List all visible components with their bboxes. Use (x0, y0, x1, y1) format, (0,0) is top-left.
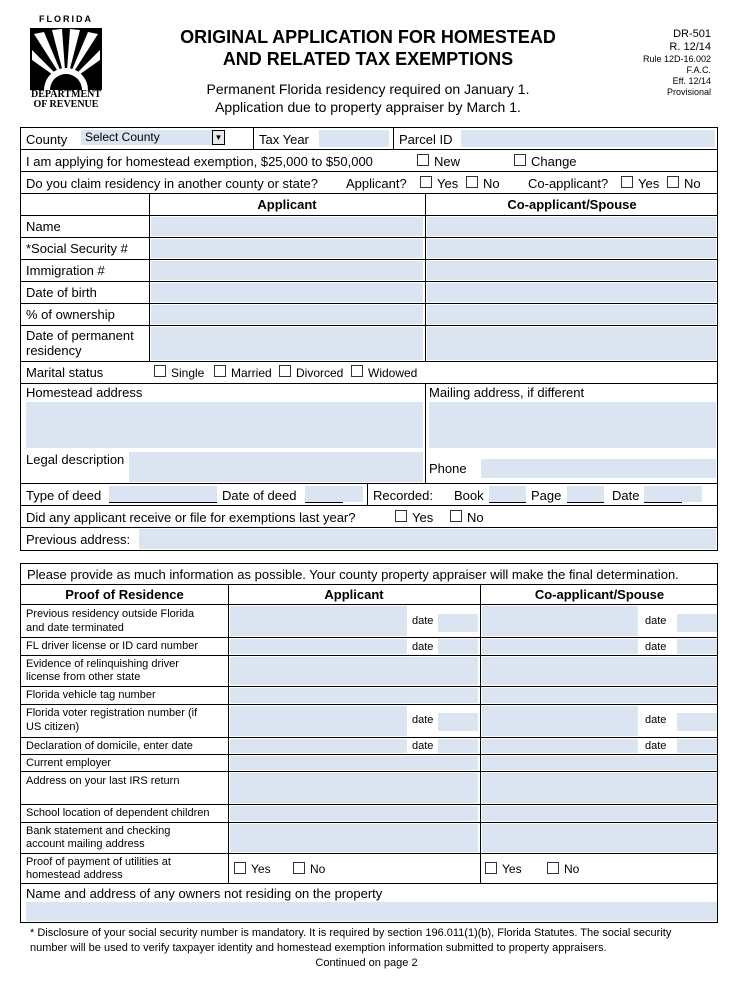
subtitle-line2: Application due to property appraiser by March 1. (215, 99, 521, 115)
coapplicant-employer-field[interactable] (482, 756, 717, 770)
date-of-deed-label: Date of deed (222, 488, 297, 503)
page-label: Page (531, 488, 562, 503)
coapplicant-utilities-no-checkbox[interactable] (547, 862, 559, 874)
coapplicant-dl-date-label: date (645, 641, 667, 653)
applicant-yes-label: Yes (437, 176, 459, 191)
logo-dept-line1: DEPARTMENT (30, 89, 102, 100)
parcel-id-label: Parcel ID (399, 132, 453, 147)
applicant-name-field[interactable] (151, 217, 423, 236)
form-provisional: Provisional (666, 87, 711, 97)
logo-dept-line2: OF REVENUE (33, 99, 99, 110)
legal-description-field[interactable] (129, 452, 423, 482)
coapplicant-voter-date-label: date (645, 714, 667, 726)
coapplicant-ownership-field[interactable] (427, 305, 716, 324)
new-checkbox[interactable] (417, 154, 429, 166)
coapplicant-bank-statement-field[interactable] (482, 824, 717, 852)
irs-address-label: Address on your last IRS return (26, 775, 180, 787)
prior-exemptions-no-label: No (467, 510, 484, 525)
applicant-no-label: No (483, 176, 500, 191)
coapplicant-dl-date-field[interactable] (677, 639, 717, 654)
book-label: Book (454, 488, 484, 503)
homestead-address-label: Homestead address (26, 385, 143, 400)
legal-description-label: Legal description (26, 452, 125, 467)
coapplicant-voter-registration-field[interactable] (482, 706, 638, 736)
name-label: Name (26, 219, 61, 234)
coapplicant-school-location-field[interactable] (482, 806, 717, 821)
coapplicant-vehicle-tag-field[interactable] (482, 688, 717, 703)
mailing-address-label: Mailing address, if different (429, 385, 585, 400)
date-of-deed-field[interactable] (305, 486, 363, 502)
school-location-label: School location of dependent children (26, 807, 210, 819)
coapplicant-perm-residency-field[interactable] (427, 327, 716, 360)
marital-status-label: Marital status (26, 365, 104, 380)
proof-of-residence-section (20, 563, 718, 923)
form-revision: R. 12/14 (669, 41, 711, 53)
form-rule: Rule 12D-16.002 (642, 54, 711, 64)
coapplicant-driver-license-field[interactable] (482, 639, 638, 654)
applicant-yes-checkbox[interactable] (420, 176, 432, 188)
proof-column-header: Proof of Residence (65, 587, 184, 602)
page-field[interactable] (567, 486, 604, 502)
page-title (150, 26, 586, 70)
type-of-deed-label: Type of deed (26, 488, 102, 503)
applicant-utilities-no-checkbox[interactable] (293, 862, 305, 874)
footnote-line1: * Disclosure of your social security number is mandatory. It is required by section 196.011(1)(b), Florida Statutes. The social security (30, 927, 672, 939)
coapplicant-prev-residency-date-label: date (645, 615, 667, 627)
prev-residency-label-1: Previous residency outside Florida (26, 608, 195, 620)
coapplicant-utilities-yes-label: Yes (502, 862, 522, 876)
immigration-label: Immigration # (26, 263, 105, 278)
previous-address-label: Previous address: (26, 532, 131, 547)
change-checkbox[interactable] (514, 154, 526, 166)
utilities-label-2: homestead address (26, 869, 123, 881)
applicant-utilities-yes-label: Yes (251, 862, 271, 876)
coapplicant-prev-residency-date-field[interactable] (677, 614, 717, 632)
florida-dor-logo (24, 14, 108, 114)
coapplicant-dob-field[interactable] (427, 283, 716, 302)
prior-exemptions-no-checkbox[interactable] (450, 510, 462, 522)
county-select-value: Select County (85, 130, 160, 144)
perm-residency-label-1: Date of permanent (26, 328, 134, 343)
married-checkbox[interactable] (214, 365, 226, 377)
relinquish-label-1: Evidence of relinquishing driver (26, 658, 179, 670)
widowed-label: Widowed (368, 366, 418, 380)
applicant-vehicle-tag-field[interactable] (230, 688, 478, 703)
applicant-no-checkbox[interactable] (466, 176, 478, 188)
applicant-domicile-date-field[interactable] (438, 739, 478, 753)
applicant-bank-statement-field[interactable] (230, 824, 478, 852)
coapplicant-ssn-field[interactable] (427, 239, 716, 258)
coapplicant-yes-checkbox[interactable] (621, 176, 633, 188)
prior-exemptions-yes-label: Yes (412, 510, 434, 525)
form-number: DR-501 (673, 28, 711, 40)
voter-registration-label-1: Florida voter registration number (if (26, 707, 198, 719)
phone-field[interactable] (481, 459, 716, 478)
book-field[interactable] (489, 486, 526, 502)
logo-state-text: FLORIDA (39, 14, 93, 24)
applicant-irs-address-field[interactable] (230, 773, 478, 803)
perm-residency-label-2: residency (26, 343, 82, 358)
relinquish-label-2: license from other state (26, 671, 141, 683)
ssn-label: *Social Security # (26, 241, 128, 256)
continued-note: Continued on page 2 (315, 957, 418, 969)
applicant-voter-date-label: date (412, 714, 434, 726)
parcel-id-field[interactable] (461, 130, 715, 147)
employer-label: Current employer (26, 757, 111, 769)
homestead-address-field[interactable] (26, 402, 423, 448)
new-label: New (434, 154, 461, 169)
recorded-date-field[interactable] (644, 486, 702, 502)
form-identifier (591, 28, 711, 98)
title-line1: ORIGINAL APPLICATION FOR HOMESTEAD (180, 27, 556, 47)
tax-year-field[interactable] (319, 130, 389, 147)
applicant-relinquish-field[interactable] (230, 657, 478, 685)
proof-applicant-column-header: Applicant (324, 587, 384, 602)
form-fac: F.A.C. (686, 65, 711, 75)
applicant-info-section (20, 127, 718, 551)
applicant-dob-field[interactable] (151, 283, 423, 302)
coapplicant-question: Co-applicant? (528, 176, 609, 191)
form-effective: Eff. 12/14 (672, 76, 711, 86)
applicant-immigration-field[interactable] (151, 261, 423, 280)
coapplicant-voter-date-field[interactable] (677, 713, 717, 731)
dob-label: Date of birth (26, 285, 97, 300)
coapplicant-yes-label: Yes (638, 176, 660, 191)
utilities-label-1: Proof of payment of utilities at (26, 856, 171, 868)
single-checkbox[interactable] (154, 365, 166, 377)
applicant-question: Applicant? (346, 176, 407, 191)
applicant-dl-date-label: date (412, 641, 434, 653)
sunburst-icon (30, 28, 102, 90)
widowed-checkbox[interactable] (351, 365, 363, 377)
footnote-line2: number will be used to verify taxpayer identity and homestead exemption information submitted to property appraisers. (30, 942, 607, 954)
coapplicant-no-label: No (684, 176, 701, 191)
prior-exemptions-question: Did any applicant receive or file for exemptions last year? (26, 510, 356, 525)
coapplicant-immigration-field[interactable] (427, 261, 716, 280)
coapplicant-no-checkbox[interactable] (667, 176, 679, 188)
proof-intro-text: Please provide as much information as possible. Your county property appraiser will make the final determination. (27, 567, 679, 582)
other-owners-field[interactable] (26, 902, 717, 921)
applicant-driver-license-field[interactable] (230, 639, 407, 654)
applying-text: I am applying for homestead exemption, $25,000 to $50,000 (26, 154, 373, 169)
applicant-prev-residency-date-field[interactable] (438, 614, 478, 632)
applicant-voter-date-field[interactable] (438, 713, 478, 731)
phone-label: Phone (429, 461, 467, 476)
coapplicant-relinquish-field[interactable] (482, 657, 717, 685)
divorced-label: Divorced (296, 366, 344, 380)
divorced-checkbox[interactable] (279, 365, 291, 377)
bank-statement-label-1: Bank statement and checking (26, 825, 171, 837)
applicant-column-header: Applicant (257, 197, 317, 212)
proof-coapplicant-column-header: Co-applicant/Spouse (534, 587, 665, 602)
applicant-school-location-field[interactable] (230, 806, 478, 821)
bank-statement-label-2: account mailing address (26, 838, 145, 850)
applicant-domicile-field[interactable] (230, 739, 407, 753)
driver-license-label: FL driver license or ID card number (26, 640, 198, 652)
coapplicant-domicile-date-label: date (645, 740, 667, 752)
mailing-address-field[interactable] (429, 402, 716, 448)
prior-exemptions-yes-checkbox[interactable] (395, 510, 407, 522)
coapplicant-utilities-yes-checkbox[interactable] (485, 862, 497, 874)
coapplicant-prev-residency-field[interactable] (482, 606, 638, 636)
applicant-utilities-no-label: No (310, 862, 326, 876)
previous-address-field[interactable] (139, 529, 716, 549)
single-label: Single (171, 366, 205, 380)
page-subtitle (150, 80, 586, 116)
title-line2: AND RELATED TAX EXEMPTIONS (222, 49, 514, 69)
residency-question: Do you claim residency in another county or state? (26, 176, 318, 191)
type-of-deed-field[interactable] (109, 486, 217, 502)
applicant-employer-field[interactable] (230, 756, 478, 770)
applicant-prev-residency-field[interactable] (230, 606, 407, 636)
applicant-dl-date-field[interactable] (438, 639, 478, 654)
recorded-label: Recorded: (373, 488, 433, 503)
county-select[interactable] (81, 130, 225, 145)
applicant-ownership-field[interactable] (151, 305, 423, 324)
applicant-domicile-date-label: date (412, 740, 434, 752)
coapplicant-name-field[interactable] (427, 217, 716, 236)
tax-year-label: Tax Year (259, 132, 309, 147)
vehicle-tag-label: Florida vehicle tag number (26, 689, 156, 701)
voter-registration-label-2: US citizen) (26, 721, 80, 733)
change-label: Change (531, 154, 577, 169)
ownership-label: % of ownership (26, 307, 115, 322)
subtitle-line1: Permanent Florida residency required on January 1. (206, 81, 530, 97)
applicant-voter-registration-field[interactable] (230, 706, 407, 736)
applicant-prev-residency-date-label: date (412, 615, 434, 627)
coapplicant-utilities-no-label: No (564, 862, 580, 876)
applicant-perm-residency-field[interactable] (151, 327, 423, 360)
county-label: County (26, 132, 68, 147)
other-owners-label: Name and address of any owners not residing on the property (26, 886, 383, 901)
married-label: Married (231, 366, 272, 380)
coapplicant-column-header: Co-applicant/Spouse (507, 197, 637, 212)
applicant-utilities-yes-checkbox[interactable] (234, 862, 246, 874)
domicile-label: Declaration of domicile, enter date (26, 740, 193, 752)
coapplicant-irs-address-field[interactable] (482, 773, 717, 803)
applicant-ssn-field[interactable] (151, 239, 423, 258)
recorded-date-label: Date (612, 488, 640, 503)
coapplicant-domicile-field[interactable] (482, 739, 638, 753)
ssn-footnote (30, 926, 710, 956)
dropdown-arrow-icon[interactable]: ▼ (212, 130, 225, 145)
prev-residency-label-2: and date terminated (26, 622, 124, 634)
coapplicant-domicile-date-field[interactable] (677, 739, 717, 753)
